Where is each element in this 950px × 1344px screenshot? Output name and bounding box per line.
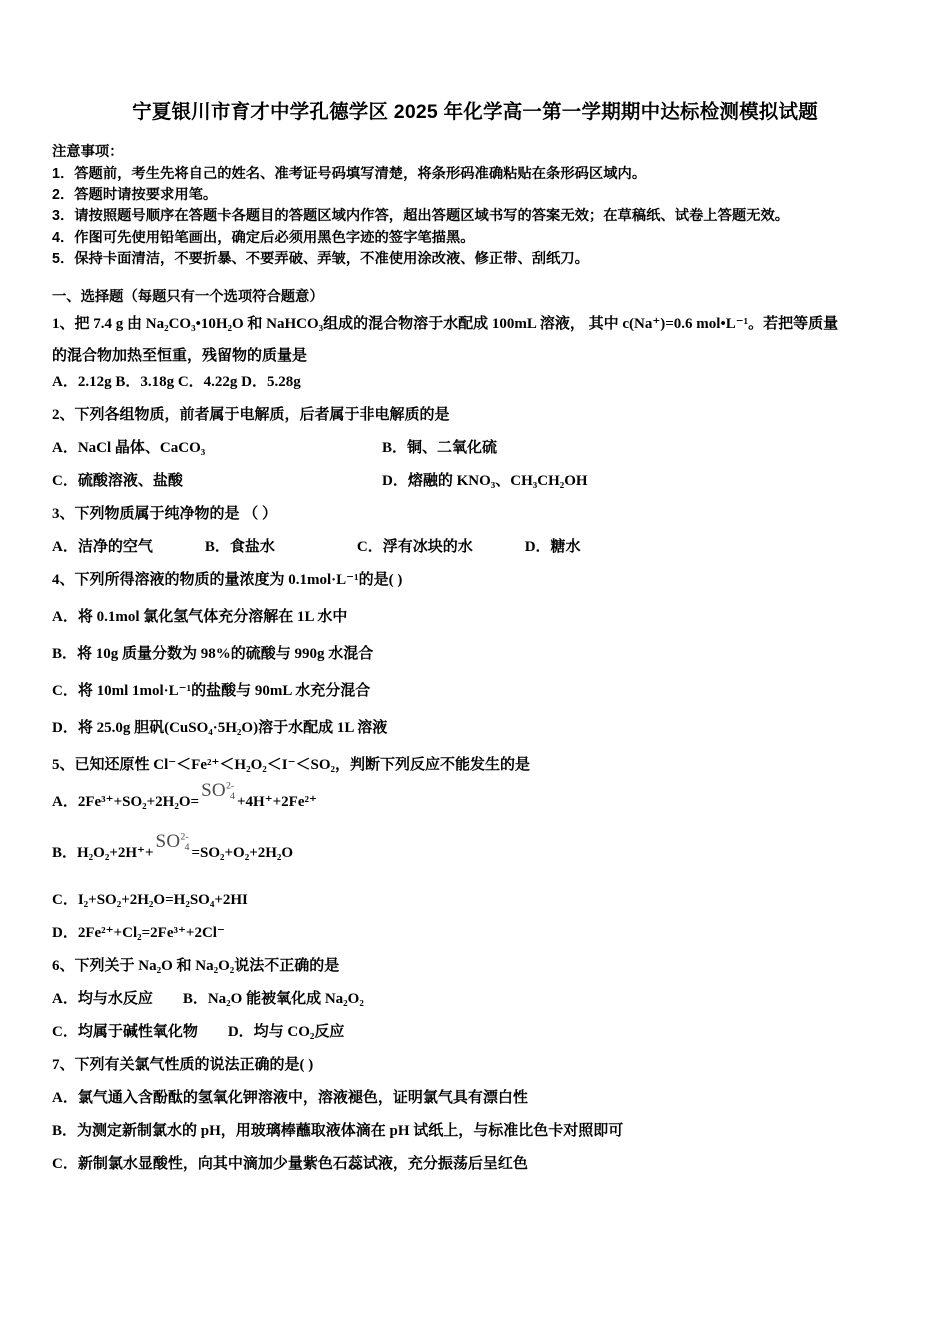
question-2-options-row-1 [52, 441, 898, 456]
notices-heading: 注意事项： [52, 144, 124, 161]
question-3-option-c[interactable]: C．浮有冰块的水 [356, 538, 473, 555]
question-4-option-d[interactable]: D．将 25.0g 胆矾(CuSO₄·5H₂O)溶于水配成 1L 溶液 [52, 719, 388, 736]
question-5-option-b-prefix: B．H₂O₂+2H⁺+ [52, 844, 154, 861]
notice-item: 5．保持卡面清洁，不要折暴、不要弄破、弄皱，不准使用涂改液、修正带、刮纸刀。 [52, 250, 589, 267]
question-6-options-row-1 [52, 992, 898, 1007]
sulfate-ion-formula-image: $SO^{2-}4$ [155, 830, 190, 853]
notice-item: 1．答题前，考生先将自己的姓名、准考证号码填写清楚，将条形码准确粘贴在条形码区域内。 [52, 165, 647, 182]
section-heading-choice: 一、选择题（每题只有一个选项符合题意） [52, 289, 324, 306]
question-3-stem: 3、下列物质属于纯净物的是 （ ） [52, 505, 278, 522]
question-6-stem: 6、下列关于 Na₂O 和 Na₂O₂说法不正确的是 [52, 957, 340, 974]
notices-block [52, 145, 898, 266]
question-3-option-b[interactable]: B．食盐水 [204, 538, 275, 555]
question-7-stem: 7、下列有关氯气性质的说法正确的是( ) [52, 1056, 314, 1073]
question-2-option-c[interactable]: C．硫酸溶液、盐酸 [52, 472, 183, 489]
question-2-option-a[interactable]: A．NaCl 晶体、CaCO₃ [52, 439, 206, 456]
question-1-options[interactable]: A．2.12g B．3.18g C．4.22g D．5.28g [52, 373, 301, 390]
question-4-option-b[interactable]: B．将 10g 质量分数为 98%的硫酸与 990g 水混合 [52, 645, 374, 662]
question-7-option-a[interactable]: A．氯气通入含酚酞的氢氧化钾溶液中，溶液褪色，证明氯气具有漂白性 [52, 1089, 528, 1106]
question-6-option-a[interactable]: A．均与水反应 [52, 990, 153, 1007]
page-title: 宁夏银川市育才中学孔德学区 2025 年化学高一第一学期期中达标检测模拟试题 [132, 101, 818, 123]
question-1-stem-line1: 1、把 7.4 g 由 Na₂CO₃•10H₂O 和 NaHCO₃组成的混合物溶于水配成 100mL 溶液， 其中 c(Na⁺)=0.6 mol•L⁻¹。若把等质量 [52, 316, 839, 333]
question-4-option-a[interactable]: A．将 0.1mol 氯化氢气体充分溶解在 1L 水中 [52, 608, 348, 625]
question-2-option-d[interactable]: D．熔融的 KNO₃、CH₃CH₂OH [382, 472, 588, 489]
question-6-options-row-2 [52, 1025, 898, 1040]
question-5-option-c[interactable]: C．I₂+SO₂+2H₂O=H₂SO₄+2HI [52, 891, 248, 908]
sulfate-ion-formula-image: $SO^{2-}4$ [201, 779, 235, 802]
question-5-option-a-prefix: A．2Fe³⁺+SO₂+2H₂O= [52, 793, 200, 810]
question-6-option-d[interactable]: D．均与 CO₂反应 [227, 1023, 345, 1040]
question-1-stem-line2: 的混合物加热至恒重，残留物的质量是 [52, 348, 308, 365]
question-5-stem: 5、已知还原性 Cl⁻＜Fe²⁺＜H₂O₂＜I⁻＜SO₂，判断下列反应不能发生的是 [52, 756, 530, 773]
question-3-option-d[interactable]: D．糖水 [524, 538, 581, 555]
question-5-option-b-suffix: =SO₂+O₂+2H₂O [191, 844, 294, 861]
question-4-stem: 4、下列所得溶液的物质的量浓度为 0.1mol·L⁻¹的是( ) [52, 571, 403, 588]
question-2-stem: 2、下列各组物质，前者属于电解质，后者属于非电解质的是 [52, 406, 450, 423]
question-5-option-d[interactable]: D．2Fe²⁺+Cl₂=2Fe³⁺+2Cl⁻ [52, 924, 225, 941]
question-6-option-b[interactable]: B．Na₂O 能被氧化成 Na₂O₂ [182, 990, 364, 1007]
question-6-option-c[interactable]: C．均属于碱性氧化物 [52, 1023, 198, 1040]
question-5-option-a-suffix: +4H⁺+2Fe²⁺ [236, 793, 317, 810]
notice-item: 3．请按照题号顺序在答题卡各题目的答题区域内作答，超出答题区域书写的答案无效；在草稿纸、试卷上答题无效。 [52, 208, 790, 225]
question-7-option-b[interactable]: B．为测定新制氯水的 pH，用玻璃棒蘸取液体滴在 pH 试纸上，与标准比色卡对照即可 [52, 1122, 624, 1139]
question-7-option-c[interactable]: C．新制氯水显酸性，向其中滴加少量紫色石蕊试液，充分振荡后呈红色 [52, 1155, 528, 1172]
question-3-option-a[interactable]: A．洁净的空气 [52, 538, 153, 555]
question-5-option-a[interactable] [52, 779, 898, 812]
notice-item: 2．答题时请按要求用笔。 [52, 186, 218, 203]
question-4-option-c[interactable]: C．将 10ml 1mol·L⁻¹的盐酸与 90mL 水充分混合 [52, 682, 371, 699]
notice-item: 4．作图可先使用铅笔画出，确定后必须用黑色字迹的签字笔描黑。 [52, 229, 475, 246]
question-5-option-b[interactable] [52, 830, 898, 863]
question-2-options-row-2 [52, 474, 898, 489]
question-2-option-b[interactable]: B．铜、二氧化硫 [382, 439, 498, 456]
question-3-options [52, 540, 898, 555]
